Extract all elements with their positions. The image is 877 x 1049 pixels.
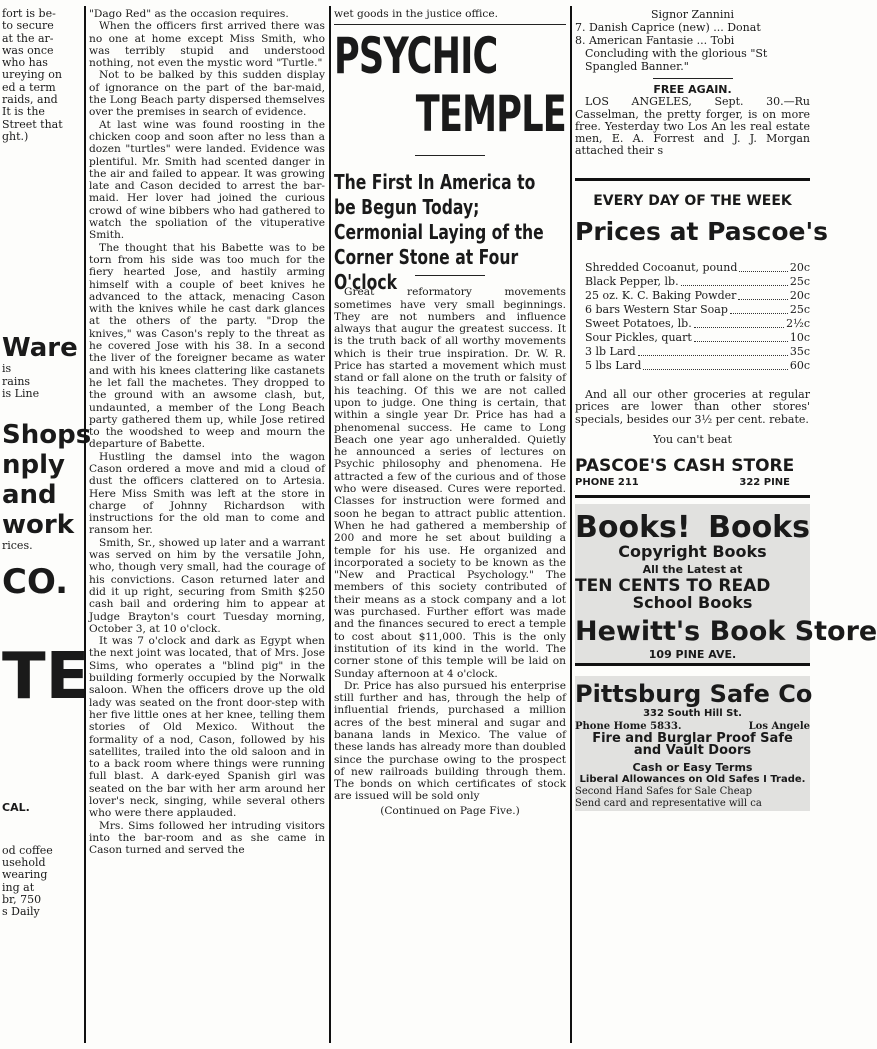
books-line2: All the Latest at	[642, 563, 743, 577]
fragment-line: raids, and	[2, 93, 58, 107]
fragment-ad-text: and	[2, 480, 57, 511]
fragment-ad-text: CAL.	[2, 801, 30, 815]
free-again-heading: FREE AGAIN.	[653, 83, 732, 96]
price-item-name: Sour Pickles, quart	[585, 331, 692, 345]
books-left: Books!	[575, 509, 691, 545]
program-line: 8. American Fantasie ... Tobi	[575, 34, 735, 47]
article-paragraph: Smith, Sr., showed up later and a warrant was served on him by the versatile John, who, though very small, had the courage of his convictions. Cason returned later and did it up right, securing from Smith $250 cash bail and ordering him to appear at Judge Brayton's court Tuesday morning, October 3, at 10 o'clock.	[89, 536, 325, 635]
fragment-ad-text: Shops	[2, 420, 92, 451]
pascoe-ad	[575, 178, 828, 498]
headline-psychic: PSYCHIC	[334, 27, 498, 86]
pascoe-address: 322 PINE	[739, 476, 790, 488]
fragment-ad-text: work	[2, 510, 74, 541]
column-four	[575, 8, 877, 1041]
column-three	[334, 8, 566, 1041]
article-paragraph: It was 7 o'clock and dark as Egypt when the next joint was located, that of Mrs. Jose Sims, who operates a "blind pig" in the building formerly occupied by the Norwalk saloon. When the officers drove up the old lady was seated on the front door-step with her five little ones at her knee, telling them stories of Old Mexico. Without the formality of a nod, Cason, followed by his satellites, trailed into the old saloon and in to a back room where things were running full blast. A dark-eyed Spanish girl was seated on the bar with her arm around her lover's neck, singing, while several others who were there applauded.	[89, 635, 325, 820]
price-item-name: 6 bars Western Star Soap	[585, 303, 728, 317]
column-rule-2	[329, 6, 331, 1043]
price-row	[585, 345, 810, 359]
program-line: Spangled Banner."	[585, 60, 689, 73]
price-row	[585, 275, 810, 289]
price-row	[585, 289, 810, 303]
fragment-line: ed a term	[2, 80, 56, 94]
books-line4: School Books	[632, 592, 753, 612]
headline-rule	[415, 155, 485, 156]
column-rule-3	[570, 6, 572, 1043]
price-item-price: 20c	[789, 289, 810, 303]
fragment-text-block	[2, 8, 80, 143]
fragment-ad-text: br, 750	[2, 892, 42, 906]
price-row	[585, 261, 810, 275]
left-fragment-column	[2, 7, 92, 1041]
article-body	[334, 286, 566, 802]
article-paragraph: At last wine was found roosting in the chicken coop and soon after no less than a dozen "turtles" were landed. Evidence was plentiful. Mr. Smith had scented danger in the air and failed to appear. It was growing late and Cason decided to arrest the bar-maid. Her lover had joined the curious crowd of wine bibbers who had gathered to watch the spoliation of the vituperative Smith.	[89, 118, 325, 242]
article-paragraph: "Dago Red" as the occasion requires.	[89, 8, 289, 20]
fragment-ad-text: nply	[2, 450, 65, 481]
continued-line: (Continued on Page Five.)	[380, 804, 520, 817]
fragment-line: to secure	[2, 19, 54, 33]
books-right: Books	[708, 509, 810, 545]
safe-line5: Second Hand Safes for Sale Cheap	[575, 786, 753, 798]
price-item-price: 60c	[789, 359, 810, 373]
fragment-ad-text: TE	[2, 640, 90, 715]
books-line1: Copyright Books	[618, 541, 767, 561]
books-ad	[575, 504, 877, 666]
headline-deck: The First In America to be Begun Today; Cermonial Laying of the Corner Stone at Four O'clock	[334, 170, 544, 295]
program-line: 7. Danish Caprice (new) ... Donat	[575, 21, 761, 34]
price-leader	[694, 331, 788, 342]
safe-title: Pittsburg Safe Co	[575, 680, 813, 709]
price-leader	[738, 289, 787, 300]
price-item-name: Shredded Cocoanut, pound	[585, 261, 738, 275]
column-rule-1	[84, 6, 86, 1043]
price-leader	[730, 303, 788, 314]
price-leader	[694, 317, 784, 328]
fragment-ad-text: is Line	[2, 386, 40, 400]
price-item-name: 5 lbs Lard	[585, 359, 642, 373]
headline-temple: TEMPLE	[415, 85, 566, 144]
fragment-ad-text: wearing	[2, 868, 48, 882]
column-two	[89, 8, 325, 1041]
price-leader	[643, 359, 787, 370]
pascoe-title: Prices at Pascoe's	[575, 217, 828, 247]
safe-city: Los Angele	[748, 720, 810, 732]
price-list	[575, 261, 810, 373]
price-item-price: 2½c	[786, 317, 810, 331]
program-line: Signor Zannini	[650, 8, 735, 21]
fragment-ad-text: s Daily	[2, 905, 40, 919]
article-paragraph: The thought that his Babette was to be torn from his side was too much for the fiery hearted Jose, and hastily arming himself with a couple of beet knives he advanced to the attack, menacing Cason with the knives while he cast dark glances at the others of the party. "Drop the knives," was Cason's reply to the threat as he covered Jose with his 38. In a second the liver of the foreigner became as water and with his knees clattering like castanets he let fall the machetes. They dropped to the ground with an awsome clash, but, undaunted, a member of the Long Beach party gathered them up, while Jose retired to the woodshed to weep and mourn the departure of Babette.	[89, 241, 325, 451]
price-item-price: 10c	[789, 331, 810, 345]
pascoe-store: PASCOE'S CASH STORE	[575, 456, 795, 477]
books-store: Hewitt's Book Store	[575, 616, 877, 648]
safe-ad	[575, 676, 813, 810]
price-leader	[739, 261, 787, 272]
books-line3: TEN CENTS TO READ	[575, 576, 771, 597]
article-paragraph: Mrs. Sims followed her intruding visitors into the bar-room and as she came in Cason turned and served the	[89, 819, 325, 857]
article-paragraph: Great reformatory movements sometimes have very small beginnings. They are not numbers and influence always that augur the greatest success. It is the truth back of all worthy movements which is their true inspiration. Dr. W. R. Price has started a movement which must stand or fall alone on the truth or falsity of his teaching. Of this we are not called upon to judge. One thing is certain, that within a single year Dr. Price has had a phenomenal success. He came to Long Beach one year ago unheralded. Quietly he announced a series of lectures on Psychic philosophy and phenomena. He attracted a few of the curious and of those who were diseased. Cures were reported. Classes for instruction were formed and soon he began to attract public attention. When he had gathered a membership of 200 and more he set about building a temple for his use. He organized and incorporated a society to be known as the "New and Practical Psychology." The members of this society contributed of their means as a stock company and a lot was purchased. Further effort was made and the finances secured to erect a temple to cost about $11,000. This is the only institution of its kind in the world. The corner stone of this temple will be laid on Sunday afternoon at 4 o'clock.	[334, 286, 566, 680]
books-address: 109 PINE AVE.	[648, 648, 737, 662]
article-paragraph: Hustling the damsel into the wagon Cason ordered a move and mid a cloud of dust the officers clattered on to Artesia. Here Miss Smith was left at the store in charge of Johnny Richardson with instructions for the old man to come and ransom her.	[89, 450, 325, 537]
pascoe-note: And all our other groceries at regular prices are lower than other stores' specials, besides our 3½ per cent. rebate.	[575, 388, 810, 426]
fragment-line: ght.)	[2, 129, 29, 143]
price-item-price: 20c	[789, 261, 810, 275]
article-paragraph: Dr. Price has also pursued his enterprise still further and has, through the help of influential friends, purchased a million acres of the best mineral and sugar and banana lands in Mexico. The value of these lands has already more than doubled since the purchase owing to the prospect of new railroads building through them. The bonds on which certificates of stock are issued will be sold only	[334, 679, 566, 803]
fragment-line: fort is be-	[2, 7, 56, 20]
article-paragraph: When the officers first arrived there was no one at home except Miss Smith, who was terribly stupid and understood nothing, not even the mystic word "Turtle."	[89, 20, 325, 70]
pascoe-beat: You can't beat	[653, 432, 732, 446]
fragment-ads	[2, 333, 92, 919]
top-line: wet goods in the justice office.	[334, 8, 499, 20]
safe-addr: 332 South Hill St.	[643, 708, 742, 720]
fragment-ad-text: rains	[2, 374, 31, 388]
fragment-line: at the ar-	[2, 31, 54, 45]
program-line: Concluding with the glorious "St	[585, 47, 768, 60]
price-item-name: Black Pepper, lb.	[585, 275, 679, 289]
fragment-ad-text: CO.	[2, 562, 69, 603]
pascoe-banner: EVERY DAY OF THE WEEK	[593, 192, 792, 209]
price-leader	[681, 275, 788, 286]
concert-program	[575, 8, 810, 73]
price-row	[585, 359, 810, 373]
price-leader	[638, 345, 788, 356]
fragment-ad-text: Ware	[2, 333, 78, 364]
safe-line1: Fire and Burglar Proof Safe	[592, 730, 793, 746]
pascoe-phone: PHONE 211	[575, 476, 639, 488]
fragment-ad-text: is	[2, 362, 12, 376]
safe-line3: Cash or Easy Terms	[632, 760, 753, 774]
free-again-text: LOS ANGELES, Sept. 30.—Ru Casselman, the pretty forger, is on more free. Yesterday two Los An les real estate men, E. A. Forrest and J. J. Morgan attached their s	[575, 95, 810, 158]
price-item-name: Sweet Potatoes, lb.	[585, 317, 692, 331]
fragment-line: who has	[2, 56, 48, 70]
fragment-line: ureying on	[2, 68, 62, 82]
fragment-ad-text: od coffee	[2, 843, 53, 857]
price-item-price: 25c	[789, 303, 810, 317]
price-item-price: 35c	[789, 345, 810, 359]
fragment-ad-text: ing at	[2, 880, 35, 894]
price-row	[585, 317, 810, 331]
fragment-line: It is the	[2, 105, 45, 119]
fragment-ad-text: usehold	[2, 856, 46, 870]
price-row	[585, 331, 810, 345]
safe-line4: Liberal Allowances on Old Safes I Trade.	[579, 773, 806, 785]
safe-phone: Phone Home 5833.	[575, 720, 682, 732]
price-item-name: 3 lb Lard	[585, 345, 636, 359]
fragment-line: was once	[2, 43, 54, 57]
fragment-line: Street that	[2, 117, 63, 131]
price-row	[585, 303, 810, 317]
article-paragraph: Not to be balked by this sudden display of ignorance on the part of the bar-maid, the Long Beach party dispersed themselves over the premises in search of evidence.	[89, 69, 325, 119]
price-item-name: 25 oz. K. C. Baking Powder	[585, 289, 737, 303]
price-item-price: 25c	[789, 275, 810, 289]
safe-line6: Send card and representative will ca	[575, 798, 762, 810]
safe-line2: and Vault Doors	[633, 743, 752, 759]
fragment-ad-text: rices.	[2, 539, 33, 553]
